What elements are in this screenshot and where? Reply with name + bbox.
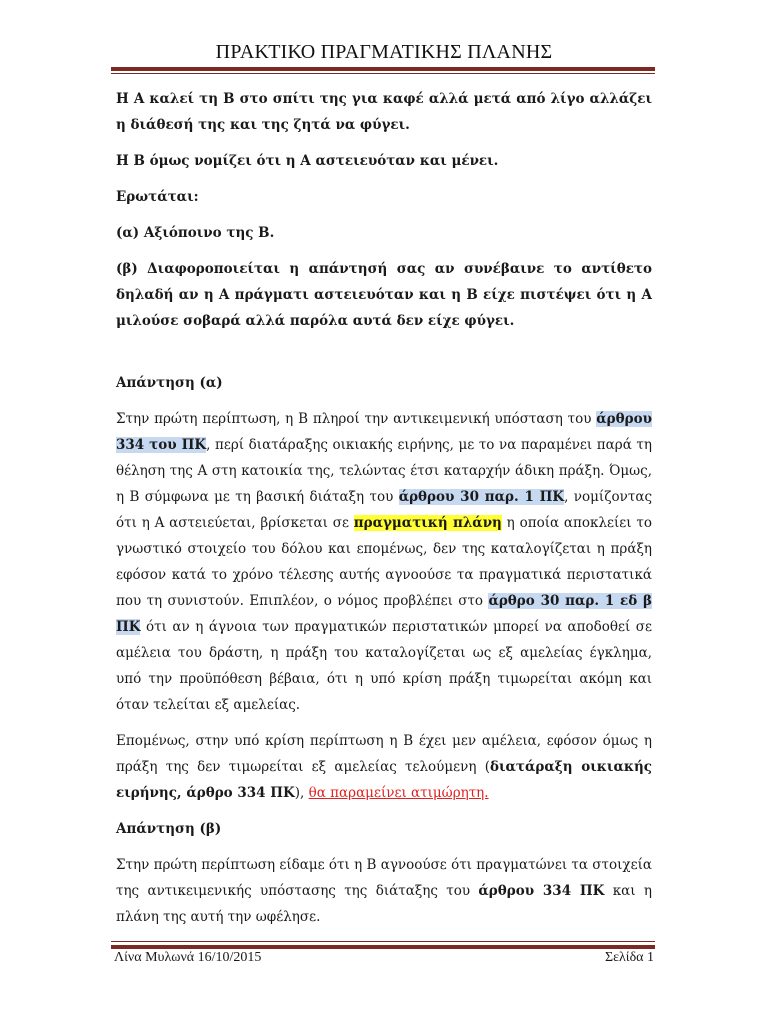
bold-reference: διατάραξη οικιακής ειρήνης, άρθρο 334 ΠΚ bbox=[116, 759, 652, 801]
highlight-factual-error: πραγματική πλάνη bbox=[353, 515, 502, 531]
footer-author-date: Λίνα Μυλωνά 16/10/2015 bbox=[114, 950, 262, 965]
conclusion-red: θα παραμείνει ατιμώρητη. bbox=[308, 785, 489, 801]
highlight-article-30-b: άρθρο 30 παρ. 1 εδ β ΠΚ bbox=[116, 593, 652, 635]
footer-rule-thick bbox=[111, 945, 655, 949]
header-rule-thin bbox=[111, 73, 655, 74]
answer-b-text: Στην πρώτη περίπτωση είδαμε ότι η Β αγνοούσε ότι πραγματώνει τα στοιχεία της αντικειμενικής υπόστασης της διάταξης του bbox=[116, 857, 652, 899]
answer-a-text: ), bbox=[294, 785, 309, 801]
highlight-article-30: άρθρου 30 παρ. 1 ΠΚ bbox=[398, 489, 565, 505]
question-prompt: Ερωτάται: bbox=[116, 189, 199, 205]
answer-a-text: ότι αν η άγνοια των πραγματικών περιστατικών μπορεί να αποδοθεί σε αμέλεια του δράστη, η πράξη του καταλογίζεται ως εξ αμελείας έγκλημα, υπό την προϋπόθεση βέβαια, ότι η υπό κρίση πράξη τιμωρείται ακόμη και όταν τελείται εξ αμελείας. bbox=[116, 619, 652, 713]
answer-a-text: η οποία αποκλείει το γνωστικό στοιχείο του δόλου και επομένως, δεν της καταλογίζεται η πράξη εφόσον κατά το χρόνο τέλεσης αυτής αγνοούσε τα πραγματικά περιστατικά που τη συνιστούν. Επιπλέον, ο νόμος προβλέπει στο bbox=[116, 515, 652, 609]
footer-rule-thin bbox=[111, 941, 655, 942]
answer-a-heading: Απάντηση (α) bbox=[116, 375, 223, 391]
question-a: (α) Αξιόποινο της Β. bbox=[116, 225, 275, 241]
answer-a-paragraph-2 bbox=[116, 728, 652, 806]
header-rule-thick bbox=[111, 67, 655, 71]
bold-reference: άρθρου 334 ΠΚ bbox=[478, 883, 605, 899]
highlight-article-334: άρθρου 334 του ΠΚ bbox=[116, 411, 652, 453]
spacer bbox=[116, 344, 652, 370]
question-paragraph-2: Η Β όμως νομίζει ότι η Α αστειευόταν και μένει. bbox=[116, 153, 499, 169]
page-title: ΠΡΑΚΤΙΚΟ ΠΡΑΓΜΑΤΙΚΗΣ ΠΛΑΝΗΣ bbox=[215, 41, 553, 63]
answer-a-text: , περί διατάραξης οικιακής ειρήνης, με το να παραμένει παρά τη θέληση της Α στη κατοικία της, τελώντας έτσι καταρχήν άδικη πράξη. Όμως, η Β σύμφωνα με τη βασική διάταξη του bbox=[116, 437, 652, 505]
question-paragraph-1: Η Α καλεί τη Β στο σπίτι της για καφέ αλλά μετά από λίγο αλλάζει η διάθεσή της και της ζητά να φύγει. bbox=[116, 91, 652, 133]
answer-b-paragraph-1 bbox=[116, 852, 652, 930]
answer-a-text: Επομένως, στην υπό κρίση περίπτωση η Β έχει μεν αμέλεια, εφόσον όμως η πράξη της δεν τιμωρείται εξ αμελείας τελούμενη ( bbox=[116, 733, 652, 775]
question-b: (β) Διαφοροποιείται η απάντησή σας αν συνέβαινε το αντίθετο δηλαδή αν η Α πράγματι αστειευόταν και η Β είχε πιστέψει ότι η Α μιλούσε σοβαρά αλλά παρόλα αυτά δεν είχε φύγει. bbox=[116, 261, 652, 329]
answer-a-text: Στην πρώτη περίπτωση, η Β πληροί την αντικειμενική υπόσταση του bbox=[116, 411, 597, 427]
document-body bbox=[116, 86, 652, 940]
answer-a-paragraph-1 bbox=[116, 406, 652, 718]
footer-page-number: Σελίδα 1 bbox=[604, 950, 654, 965]
answer-b-heading: Απάντηση (β) bbox=[116, 821, 222, 837]
answer-b-text: και η πλάνη της αυτή την ωφέλησε. bbox=[116, 883, 652, 925]
answer-a-text: , νομίζοντας ότι η Α αστειεύεται, βρίσκεται σε bbox=[116, 489, 652, 531]
